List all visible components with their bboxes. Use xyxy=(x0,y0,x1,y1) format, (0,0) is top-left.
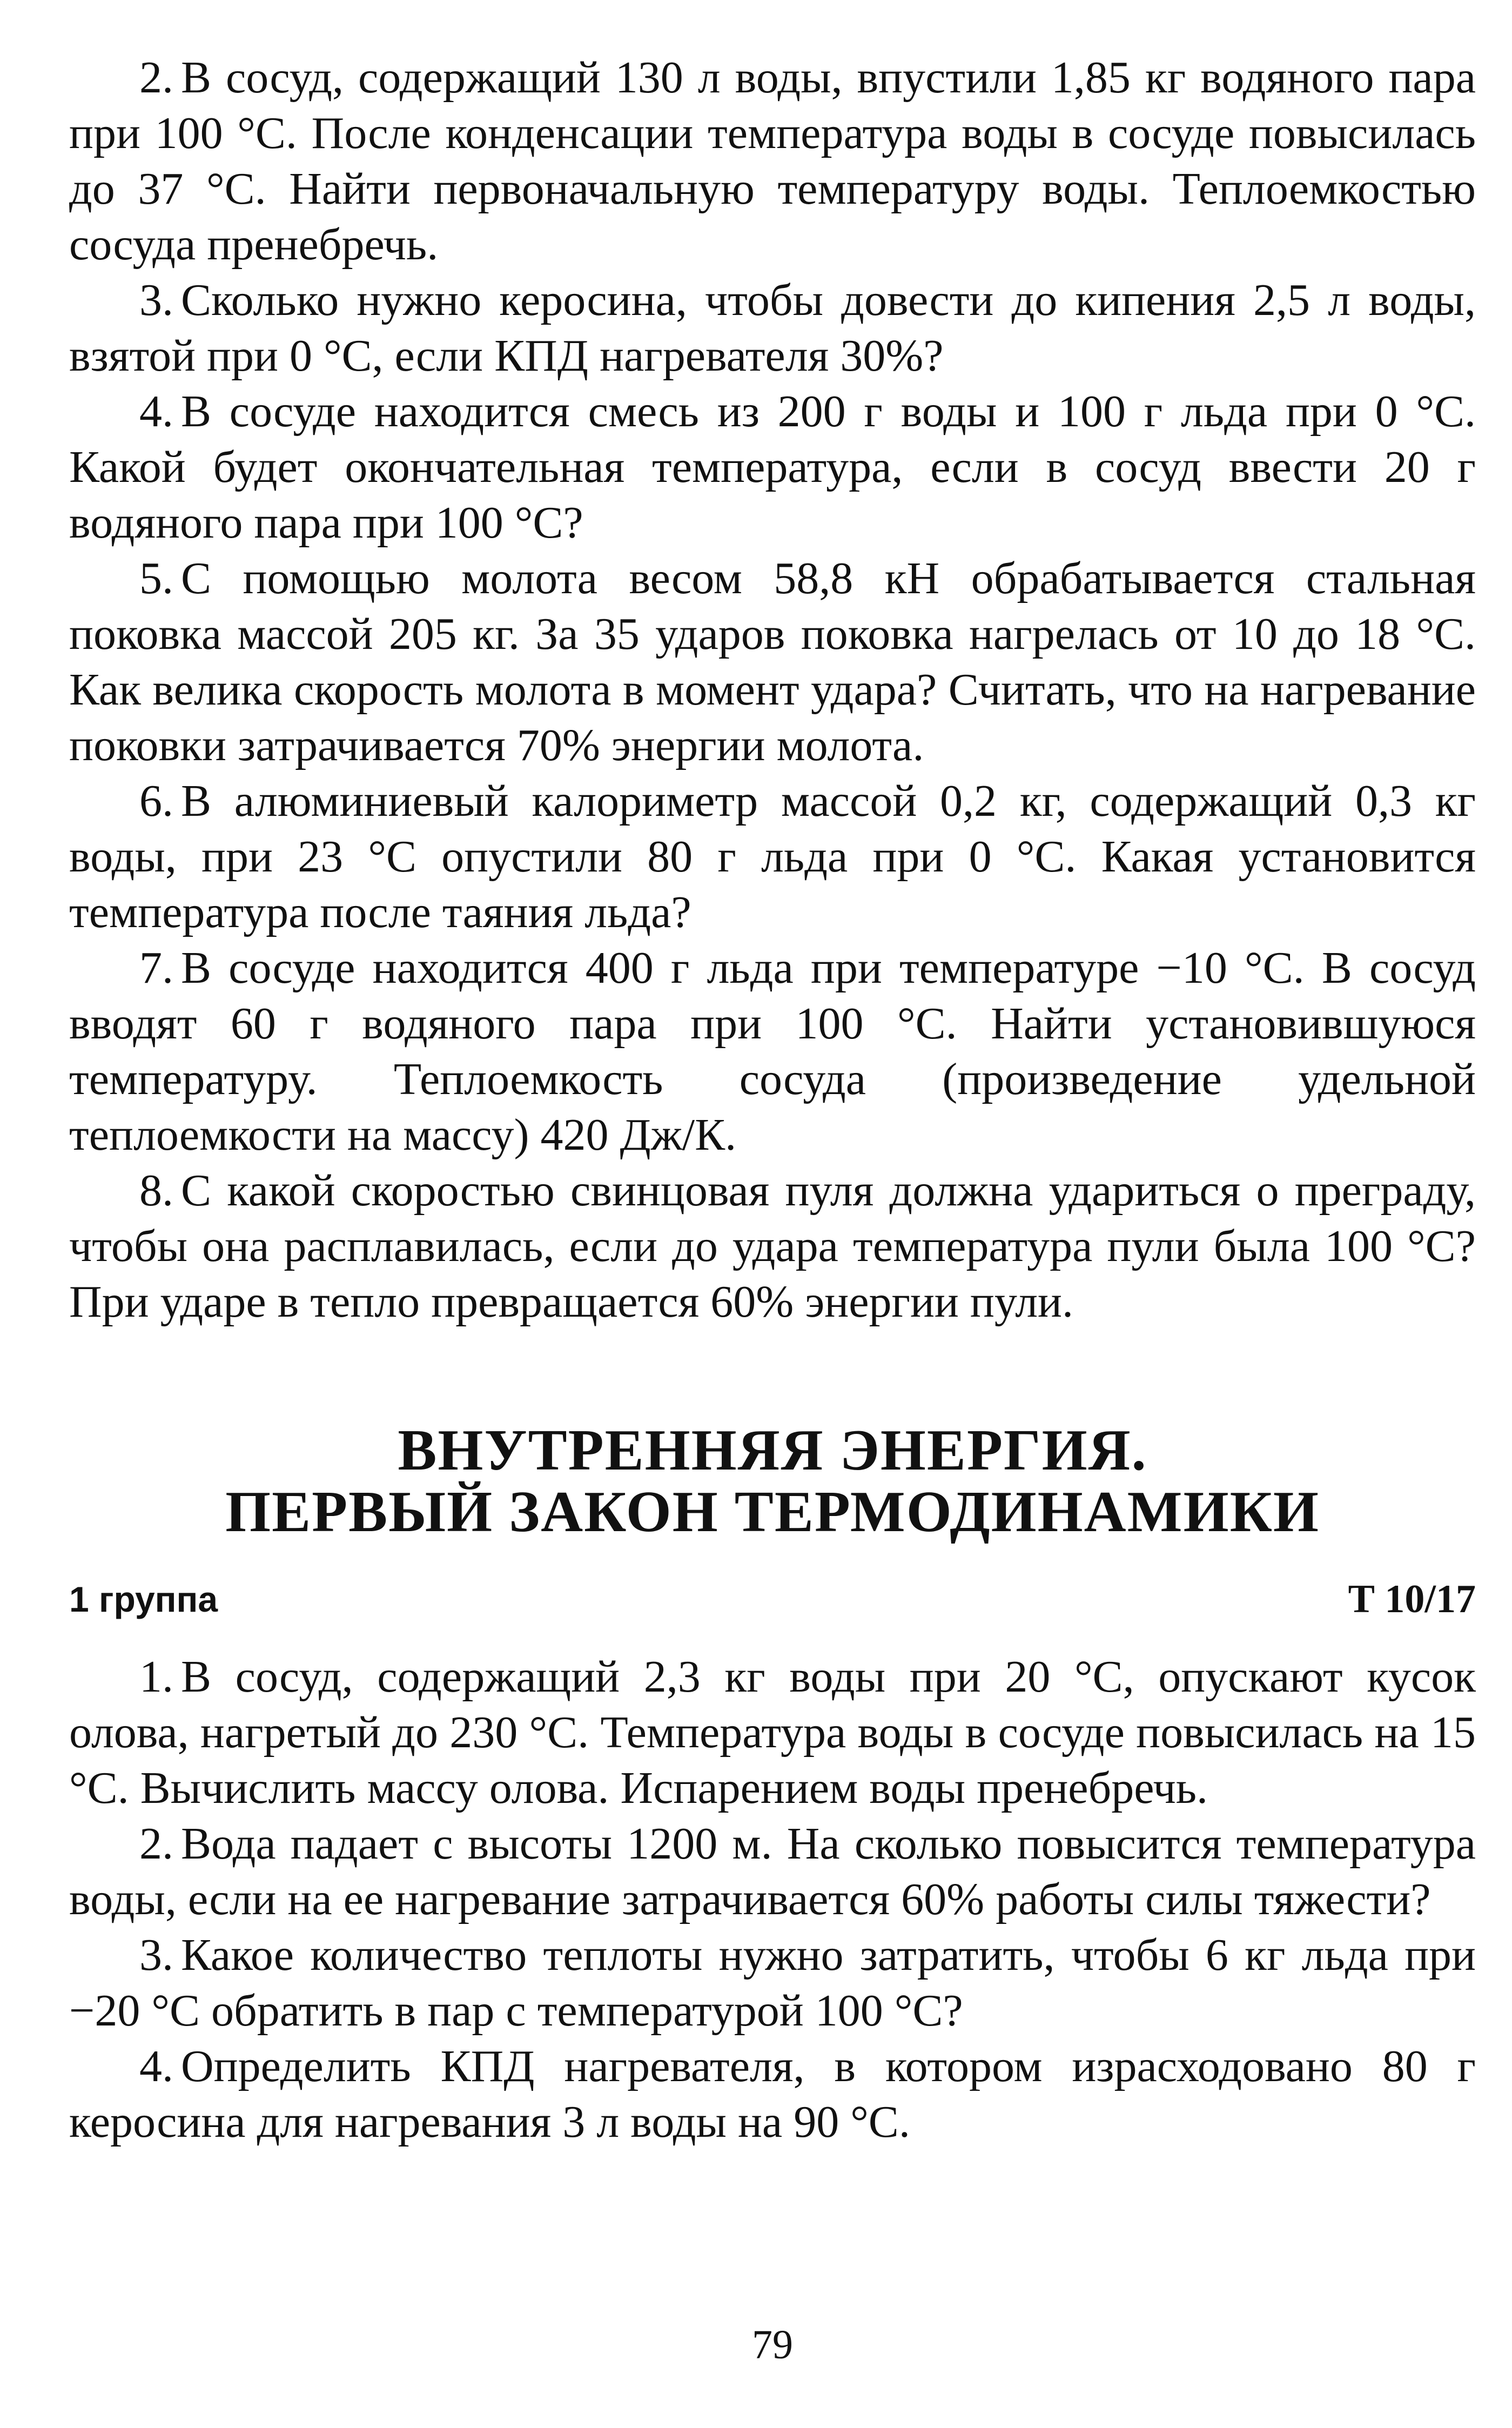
problem-text: Сколько нужно керосина, чтобы довести до кипения 2,5 л воды, взятой при 0 °С, если КПД нагревателя 30%? xyxy=(69,275,1476,381)
problem-number: 8. xyxy=(139,1165,173,1216)
section-heading-line-2: ПЕРВЫЙ ЗАКОН ТЕРМОДИНАМИКИ xyxy=(225,1480,1320,1544)
problem-number: 7. xyxy=(139,943,173,993)
problems-section-previous xyxy=(69,50,1476,1330)
problem-number: 5. xyxy=(139,553,173,603)
problem-text: Определить КПД нагревателя, в котором израсходовано 80 г керосина для нагревания 3 л воды на 90 °С. xyxy=(69,2041,1476,2147)
problem-text: В сосуде находится 400 г льда при температуре −10 °С. В сосуд вводят 60 г водяного пара при 100 °С. Найти установившуюся температуру. Теплоемкость сосуда (произведение удельной теплоемкости на массу) 420 Дж/К. xyxy=(69,943,1476,1160)
problem-number: 2. xyxy=(139,1819,173,1869)
problems-section-group-1 xyxy=(69,1649,1476,2150)
section-heading xyxy=(69,1420,1476,1543)
problem-item xyxy=(69,272,1476,384)
problem-item xyxy=(69,1649,1476,1816)
problem-text: Какое количество теплоты нужно затратить, чтобы 6 кг льда при −20 °С обратить в пар с температурой 100 °С? xyxy=(69,1930,1476,2036)
book-page xyxy=(69,0,1476,2428)
problem-number: 1. xyxy=(139,1652,173,1702)
problem-number: 3. xyxy=(139,275,173,325)
problem-item xyxy=(69,1927,1476,2038)
problem-text: В сосуде находится смесь из 200 г воды и 100 г льда при 0 °С. Какой будет окончательная температура, если в сосуд ввести 20 г водяного пара при 100 °С? xyxy=(69,386,1476,548)
problem-item xyxy=(69,773,1476,940)
section-heading-line-1: ВНУТРЕННЯЯ ЭНЕРГИЯ. xyxy=(398,1418,1147,1483)
page-number: 79 xyxy=(752,2322,793,2367)
problem-number: 6. xyxy=(139,776,173,826)
problem-text: С помощью молота весом 58,8 кН обрабатывается стальная поковка массой 205 кг. За 35 ударов поковка нагрелась от 10 до 18 °С. Как велика скорость молота в момент удара? Считать, что на нагревание поковки затрачивается 70% энергии молота. xyxy=(69,553,1476,770)
problem-number: 3. xyxy=(139,1930,173,1980)
problem-item xyxy=(69,384,1476,551)
problem-text: В алюминиевый калориметр массой 0,2 кг, содержащий 0,3 кг воды, при 23 °С опустили 80 г льда при 0 °С. Какая установится температура после таяния льда? xyxy=(69,776,1476,937)
problem-number: 4. xyxy=(139,2041,173,2091)
task-code: Т 10/17 xyxy=(1348,1577,1476,1621)
problem-item xyxy=(69,551,1476,773)
problem-number: 2. xyxy=(139,52,173,103)
problem-item xyxy=(69,50,1476,272)
problem-text: Вода падает с высоты 1200 м. На сколько повысится температура воды, если на ее нагревание затрачивается 60% работы силы тяжести? xyxy=(69,1819,1476,1924)
problem-item xyxy=(69,1816,1476,1927)
problem-item xyxy=(69,2038,1476,2150)
problem-text: В сосуд, содержащий 130 л воды, впустили 1,85 кг водяного пара при 100 °С. После конденсации температура воды в сосуде повысилась до 37 °С. Найти первоначальную температуру воды. Теплоемкостью сосуда пренебречь. xyxy=(69,52,1476,270)
problem-item xyxy=(69,1163,1476,1330)
problem-item xyxy=(69,940,1476,1163)
group-label: 1 группа xyxy=(69,1579,218,1619)
problem-text: В сосуд, содержащий 2,3 кг воды при 20 °С, опускают кусок олова, нагретый до 230 °С. Температура воды в сосуде повысилась на 15 °С. Вычислить массу олова. Испарением воды пренебречь. xyxy=(69,1652,1476,1813)
problem-number: 4. xyxy=(139,386,173,437)
problem-text: С какой скоростью свинцовая пуля должна удариться о преграду, чтобы она расплавилась, если до удара температура пули была 100 °С? При ударе в тепло превращается 60% энергии пули. xyxy=(69,1165,1476,1327)
